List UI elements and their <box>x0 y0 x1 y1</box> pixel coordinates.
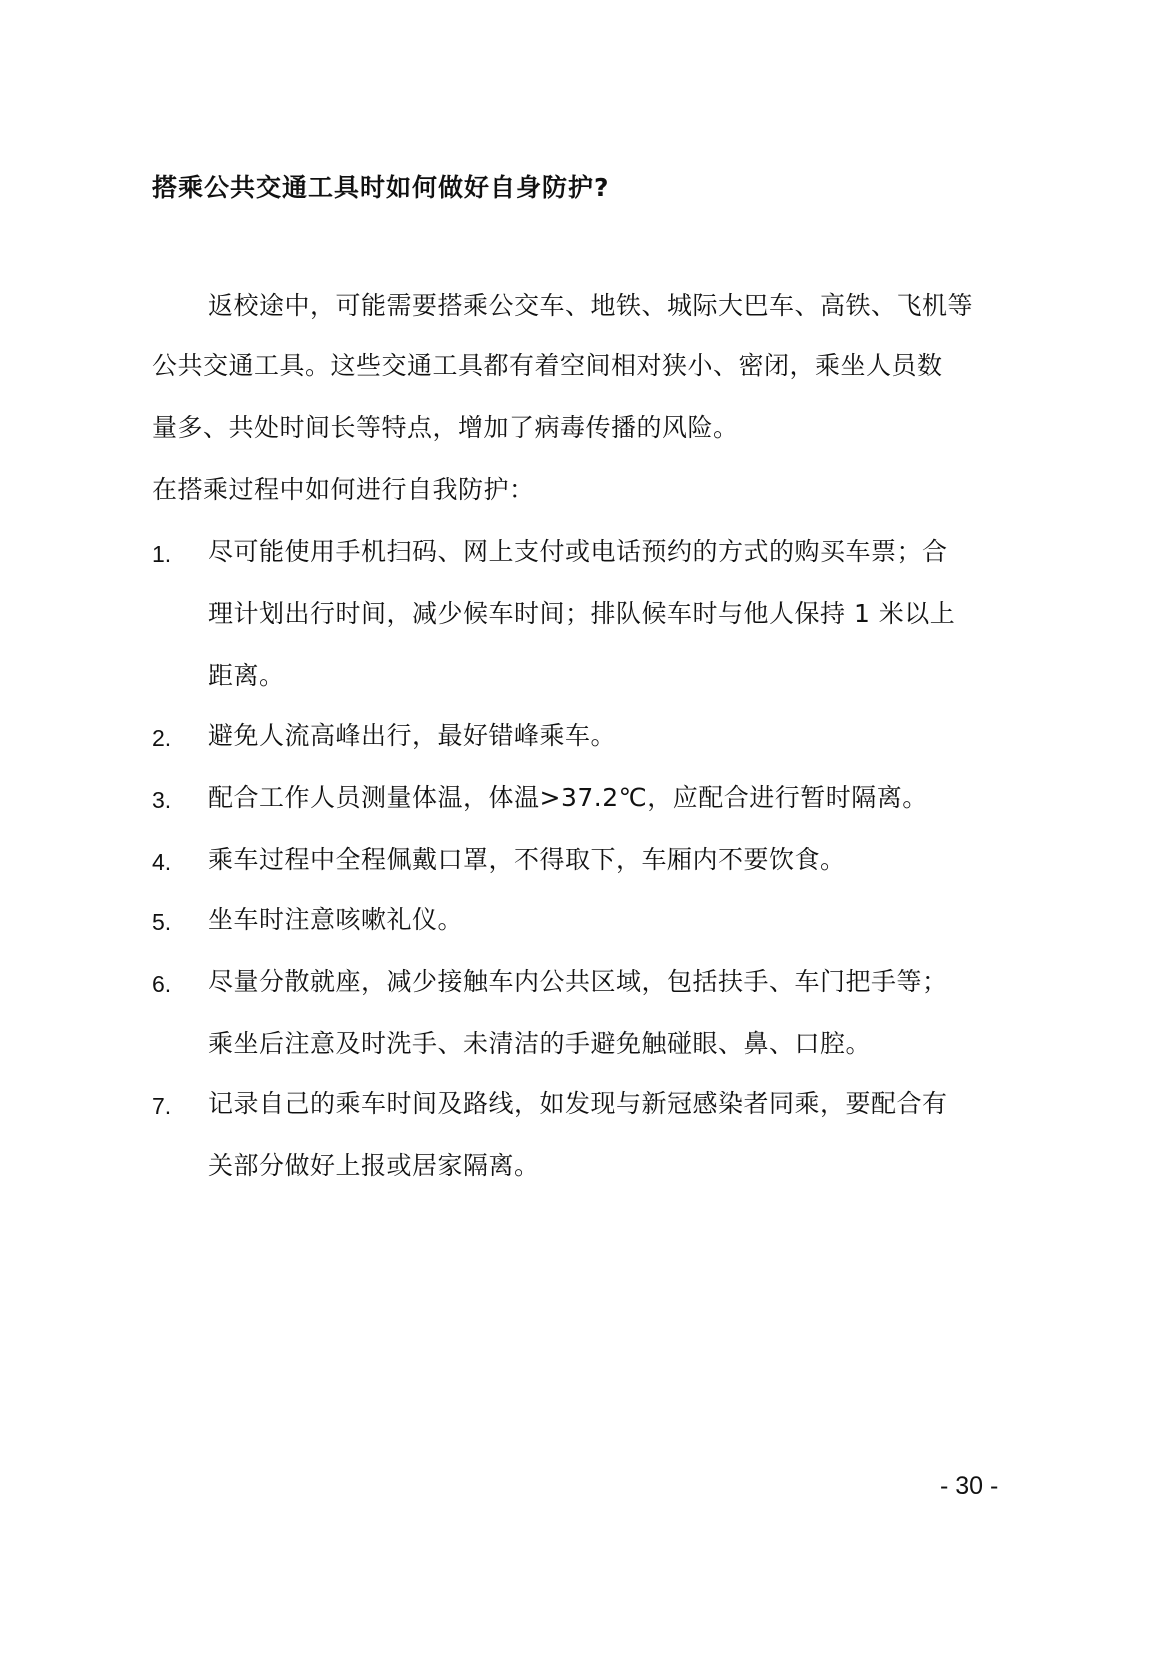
list-item-line: 记录自己的乘车时间及路线，如发现与新冠感染者同乘，要配合有 <box>208 1089 948 1118</box>
list-item-number: 6. <box>152 971 172 997</box>
list-item-line: 尽量分散就座，减少接触车内公共区域，包括扶手、车门把手等； <box>208 967 948 996</box>
list-item-line: 关部分做好上报或居家隔离。 <box>208 1151 540 1180</box>
intro-line-3: 量多、共处时间长等特点，增加了病毒传播的风险。 <box>152 413 739 442</box>
list-item-line: 乘坐后注意及时洗手、未清洁的手避免触碰眼、鼻、口腔。 <box>208 1029 872 1058</box>
list-item-number: 5. <box>152 909 172 935</box>
list-item-number: 2. <box>152 725 172 751</box>
list-item-line: 尽可能使用手机扫码、网上支付或电话预约的方式的购买车票；合 <box>208 537 948 566</box>
document-title: 搭乘公共交通工具时如何做好自身防护? <box>152 173 610 202</box>
list-item-line: 乘车过程中全程佩戴口罩，不得取下，车厢内不要饮食。 <box>208 845 846 874</box>
list-item-line: 避免人流高峰出行，最好错峰乘车。 <box>208 721 617 750</box>
intro-lead: 在搭乘过程中如何进行自我防护： <box>152 475 535 504</box>
list-item-line: 配合工作人员测量体温，体温>37.2℃，应配合进行暂时隔离。 <box>208 783 928 812</box>
list-item-line: 坐车时注意咳嗽礼仪。 <box>208 905 464 934</box>
list-item-number: 4. <box>152 849 172 875</box>
list-item-number: 3. <box>152 787 172 813</box>
list-item-number: 7. <box>152 1093 172 1119</box>
list-item-line: 理计划出行时间，减少候车时间；排队候车时与他人保持 1 米以上 <box>208 599 956 628</box>
list-item-number: 1. <box>152 541 172 567</box>
intro-line-1: 返校途中，可能需要搭乘公交车、地铁、城际大巴车、高铁、飞机等 <box>208 291 974 320</box>
page-number: - 30 - <box>940 1472 999 1500</box>
list-item-line: 距离。 <box>208 661 285 690</box>
intro-line-2: 公共交通工具。这些交通工具都有着空间相对狭小、密闭，乘坐人员数 <box>152 351 943 380</box>
